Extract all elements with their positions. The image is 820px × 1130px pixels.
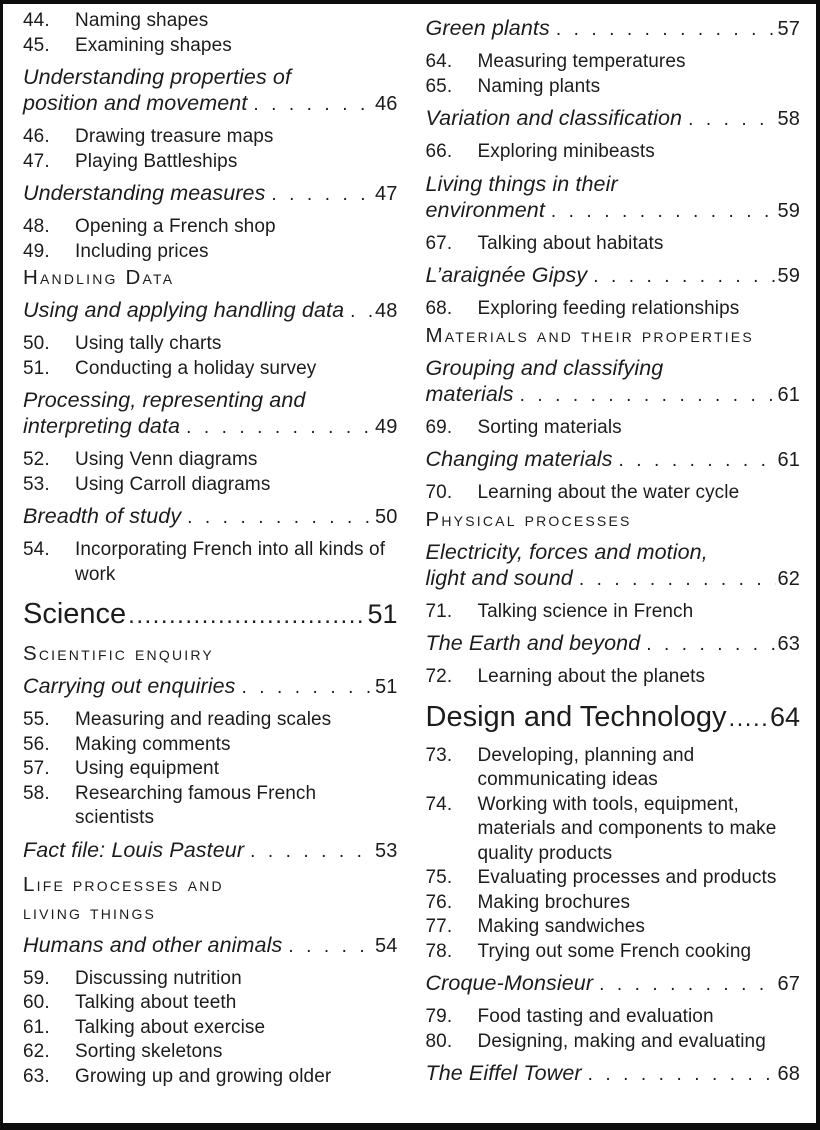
toc-item-number: 67. (425, 232, 453, 254)
toc-page-number: 58 (777, 108, 800, 130)
toc-item (426, 793, 801, 867)
toc-page-number: 46 (375, 93, 398, 115)
toc-subsection (426, 539, 801, 593)
toc-subsection (23, 297, 398, 325)
toc-item-title: Researching famous French scientists (75, 782, 317, 828)
dot-leader (593, 264, 775, 290)
toc-subsection-title: Understanding measures (23, 181, 266, 205)
toc-item-title: Discussing nutrition (75, 967, 242, 989)
toc-item (23, 448, 398, 473)
toc-subsection (426, 970, 801, 998)
toc-subsection (23, 837, 398, 865)
toc-subsection (23, 932, 398, 960)
toc-item-title: Talking about exercise (75, 1016, 266, 1038)
toc-item-number: 51. (23, 357, 50, 379)
toc-chapter-heading (426, 700, 801, 736)
toc-subsection-title: position and movement (23, 91, 248, 115)
toc-item-number: 47. (23, 150, 50, 172)
toc-item-number: 53. (23, 473, 50, 495)
toc-item-title: Exploring feeding relationships (477, 298, 740, 319)
toc-section-heading: Physical processes (425, 507, 632, 531)
toc-subsection (23, 180, 398, 208)
toc-item-number: 52. (23, 449, 50, 470)
dot-leader (242, 675, 374, 701)
toc-item (23, 1040, 398, 1065)
toc-item-number: 56. (23, 733, 50, 755)
toc-item (23, 967, 398, 992)
toc-item (426, 891, 801, 916)
toc-item-number: 74. (425, 793, 453, 815)
toc-page-number: 49 (375, 416, 398, 438)
toc-item-title: Designing, making and evaluating (477, 1030, 766, 1052)
toc-item-title: Including prices (75, 240, 209, 262)
toc-subsection-line (23, 837, 398, 865)
toc-column-1 (23, 9, 398, 1123)
toc-subsection-title: materials (425, 381, 514, 406)
dot-leader (253, 92, 373, 118)
toc-subsection-line (426, 446, 801, 474)
toc-item-number: 44. (23, 10, 50, 31)
toc-section-heading: Scientific enquiry (23, 642, 214, 665)
dot-leader (288, 934, 373, 960)
toc-subsection-line (23, 64, 398, 90)
toc-subsection-title: interpreting data (23, 414, 181, 438)
toc-item-number: 72. (425, 666, 453, 687)
toc-item (23, 733, 398, 758)
toc-subsection-title: Living things in their (425, 171, 618, 196)
toc-subsection-title: Electricity, forces and motion, (425, 539, 708, 564)
toc-page-number: 54 (375, 934, 398, 957)
toc-item-number: 49. (23, 240, 50, 262)
dot-leader (186, 415, 373, 441)
toc-subsection (426, 262, 801, 290)
dot-leader (250, 839, 373, 865)
toc-subsection-title: light and sound (425, 565, 573, 590)
toc-item (426, 232, 801, 257)
toc-item (426, 1005, 801, 1030)
toc-item-number: 66. (425, 141, 453, 162)
toc-subsection-title: Carrying out enquiries (23, 674, 236, 698)
toc-subsection (23, 64, 398, 118)
toc-item-title: Playing Battleships (75, 150, 238, 172)
toc-item-title: Naming plants (477, 75, 601, 97)
toc-subsection-line (23, 90, 398, 118)
toc-subsection (426, 446, 801, 474)
toc-subsection-line (23, 673, 398, 701)
toc-item-number: 62. (23, 1041, 50, 1062)
toc-item-number: 71. (425, 600, 453, 622)
toc-subsection (426, 171, 801, 225)
toc-item-title: Food tasting and evaluation (477, 1006, 714, 1027)
toc-subsection-title: The Earth and beyond (425, 631, 641, 655)
toc-item-title: Talking science in French (477, 600, 694, 622)
dot-leader (128, 599, 366, 633)
toc-item (23, 782, 398, 831)
toc-page-number: 62 (777, 567, 800, 590)
toc-item-title: Talking about habitats (477, 232, 664, 254)
toc-subsection-line (426, 15, 801, 43)
toc-item-title: Learning about the planets (477, 666, 706, 687)
toc-item-number: 61. (23, 1016, 50, 1038)
toc-item (426, 481, 801, 506)
toc-item-title: Opening a French shop (75, 216, 276, 237)
toc-item (23, 538, 398, 587)
toc-subsection-title: Fact file: Louis Pasteur (23, 837, 245, 862)
toc-item (23, 150, 398, 175)
toc-subsection-line (426, 630, 801, 658)
toc-item-number: 79. (425, 1006, 453, 1027)
dot-leader (588, 1062, 776, 1088)
toc-item (23, 332, 398, 357)
dot-leader (187, 505, 373, 531)
toc-item-title: Learning about the water cycle (477, 482, 740, 503)
toc-subsection-title: Humans and other animals (23, 932, 283, 957)
toc-item-number: 45. (23, 34, 50, 56)
toc-subsection-line (426, 539, 801, 565)
dot-leader (520, 383, 776, 409)
toc-item (23, 473, 398, 498)
toc-item-title: Making sandwiches (477, 916, 646, 937)
toc-subsection-line (426, 381, 801, 409)
toc-subsection-title: Croque-Monsieur (425, 971, 594, 995)
toc-item (23, 9, 398, 34)
toc-item-title: Sorting materials (477, 416, 622, 438)
toc-item-title: Using Carroll diagrams (75, 473, 271, 495)
toc-item-number: 48. (23, 216, 50, 237)
toc-item (426, 416, 801, 441)
toc-item (23, 757, 398, 782)
toc-page-number: 51 (375, 676, 398, 698)
toc-subsection-title: Using and applying handling data (23, 298, 345, 322)
toc-page-number: 47 (375, 183, 398, 205)
toc-subsection (426, 355, 801, 409)
toc-page-number: 59 (777, 265, 800, 287)
toc-item-title: Growing up and growing older (75, 1065, 332, 1087)
toc-subsection-line (426, 262, 801, 290)
toc-subsection-title: Understanding properties of (23, 65, 292, 89)
toc-chapter-title: Science (23, 598, 127, 630)
toc-item (426, 915, 801, 940)
toc-subsection-line (23, 387, 398, 413)
toc-subsection-line (426, 355, 801, 381)
toc-item-title: Talking about teeth (75, 992, 237, 1013)
toc-item-number: 65. (425, 75, 453, 97)
toc-item (426, 600, 801, 625)
toc-item (23, 357, 398, 382)
toc-item-title: Incorporating French into all kinds of work (75, 539, 386, 585)
toc-item-number: 64. (425, 51, 453, 72)
dot-leader (728, 702, 768, 736)
toc-page-number: 61 (777, 383, 800, 406)
toc-item-number: 75. (425, 867, 453, 888)
dot-leader (556, 17, 776, 43)
toc-chapter-heading (23, 597, 398, 633)
toc-item-title: Drawing treasure maps (75, 126, 274, 147)
toc-item-number: 73. (425, 744, 453, 766)
toc-subsection-line (23, 297, 398, 325)
toc-item-number: 76. (425, 891, 453, 913)
toc-subsection-title: L’araignée Gipsy (425, 263, 588, 287)
toc-subsection-title: Variation and classification (425, 106, 683, 130)
toc-item-title: Trying out some French cooking (477, 940, 752, 962)
toc-item-title: Using equipment (75, 758, 220, 779)
dot-leader (646, 632, 775, 658)
toc-subsection-title: The Eiffel Tower (425, 1061, 582, 1085)
toc-subsection-title: Changing materials (425, 447, 613, 471)
toc-page-number: 53 (375, 839, 398, 862)
toc-subsection-title: Processing, representing and (23, 388, 306, 412)
toc-page-number: 57 (777, 18, 800, 40)
toc-item (426, 866, 801, 891)
toc-item-title: Using Venn diagrams (75, 449, 258, 470)
toc-item (426, 1030, 801, 1055)
toc-page-number: 67 (777, 973, 800, 995)
toc-subsection-line (23, 413, 398, 441)
toc-item (426, 665, 801, 690)
toc-subsection-title: environment (425, 197, 545, 222)
toc-item (426, 140, 801, 165)
toc-item-number: 46. (23, 126, 50, 147)
toc-item (426, 940, 801, 965)
toc-subsection-title: Breadth of study (23, 504, 182, 528)
toc-section-heading: Materials and their properties (425, 323, 754, 347)
toc-subsection (426, 1060, 801, 1088)
toc-section-heading: Handling Data (23, 266, 175, 289)
toc-item-title: Working with tools, equipment, materials and components to make quality products (477, 793, 777, 864)
toc-item-number: 63. (23, 1065, 50, 1087)
toc-item-number: 68. (425, 298, 453, 319)
toc-item-number: 50. (23, 333, 50, 354)
toc-item-number: 55. (23, 709, 50, 730)
toc-item (426, 50, 801, 75)
toc-item-number: 54. (23, 539, 50, 560)
toc-item (23, 215, 398, 240)
dot-leader (350, 299, 373, 325)
toc-item-number: 78. (425, 940, 453, 962)
toc-page-number: 59 (777, 199, 800, 222)
toc-page-number: 48 (375, 300, 398, 322)
toc-subsection-title: Green plants (425, 16, 550, 40)
dot-leader (579, 567, 776, 593)
toc-subsection (23, 503, 398, 531)
toc-chapter-title: Design and Technology (425, 700, 727, 733)
toc-item-title: Evaluating processes and products (477, 867, 777, 888)
toc-subsection-line (23, 932, 398, 960)
toc-item (23, 125, 398, 150)
toc-subsection (23, 673, 398, 701)
toc-subsection (426, 15, 801, 43)
toc-item-title: Making brochures (477, 891, 631, 913)
toc-item-title: Exploring minibeasts (477, 141, 655, 162)
toc-subsection (426, 630, 801, 658)
toc-item-title: Measuring temperatures (477, 51, 686, 72)
toc-subsection (23, 387, 398, 441)
toc-item (23, 34, 398, 59)
toc-item (426, 744, 801, 793)
toc-item-title: Using tally charts (75, 333, 222, 354)
toc-item-number: 69. (425, 416, 453, 438)
toc-subsection-title: Grouping and classifying (425, 355, 664, 380)
toc-item (23, 1016, 398, 1041)
toc-item (23, 240, 398, 265)
toc-subsection-line (426, 105, 801, 133)
toc-item-number: 57. (23, 758, 50, 779)
toc-subsection-line (426, 171, 801, 197)
toc-item-number: 70. (425, 482, 453, 503)
dot-leader (688, 107, 775, 133)
toc-subsection-line (426, 1060, 801, 1088)
toc-subsection-line (426, 970, 801, 998)
toc-page-number: 50 (375, 506, 398, 528)
toc-column-2 (426, 9, 801, 1123)
toc-item (23, 708, 398, 733)
toc-item-number: 59. (23, 967, 50, 989)
toc-section-heading: Life processes and (23, 872, 224, 896)
toc-item-title: Conducting a holiday survey (75, 357, 317, 379)
toc-section-heading: living things (23, 900, 157, 924)
toc-item-number: 77. (425, 916, 453, 937)
toc-columns (3, 4, 816, 1123)
dot-leader (619, 448, 776, 474)
toc-item-title: Developing, planning and communicating ideas (477, 744, 695, 790)
toc-item-title: Sorting skeletons (75, 1041, 223, 1062)
dot-leader (551, 199, 776, 225)
toc-item (426, 75, 801, 100)
toc-item-title: Examining shapes (75, 34, 232, 56)
toc-item-number: 80. (425, 1030, 453, 1052)
toc-item (23, 1065, 398, 1090)
toc-item-number: 58. (23, 782, 50, 804)
toc-subsection (426, 105, 801, 133)
toc-item-title: Naming shapes (75, 10, 209, 31)
toc-subsection-line (426, 565, 801, 593)
toc-item-title: Measuring and reading scales (75, 709, 332, 730)
toc-page-number: 63 (777, 633, 800, 655)
toc-subsection-line (23, 503, 398, 531)
toc-page-number: 51 (367, 599, 398, 629)
toc-page-number: 68 (777, 1063, 800, 1085)
toc-item (23, 991, 398, 1016)
dot-leader (271, 182, 373, 208)
toc-item-title: Making comments (75, 733, 231, 755)
toc-item (426, 297, 801, 322)
toc-subsection-line (426, 197, 801, 225)
toc-subsection-line (23, 180, 398, 208)
toc-page-number: 61 (777, 449, 800, 471)
dot-leader (599, 972, 775, 998)
toc-item-number: 60. (23, 992, 50, 1013)
toc-page-number: 64 (769, 701, 800, 732)
